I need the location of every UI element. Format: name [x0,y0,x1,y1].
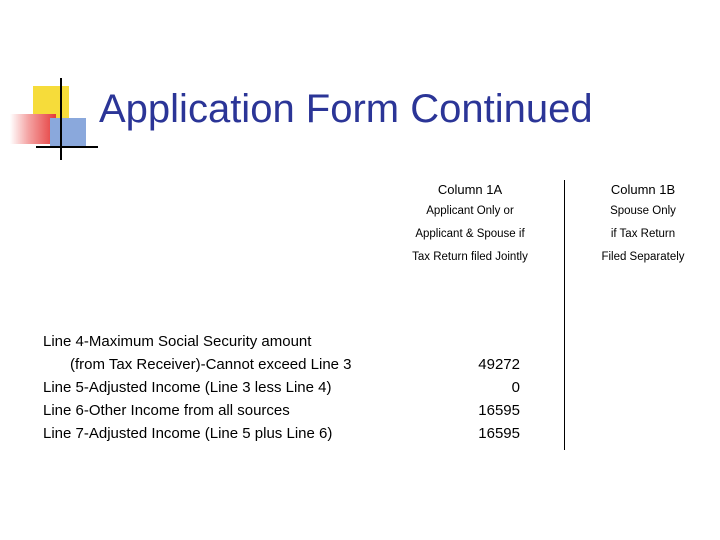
logo-horizontal-line [36,146,98,148]
column-1b-subtitle-line: Filed Separately [601,251,685,263]
logo-blue-square [50,118,86,148]
column-1a-subtitle-line: Applicant & Spouse if [415,228,525,240]
line-item-5: Line 5-Adjusted Income (Line 3 less Line 4) [43,379,332,396]
column-1a-subtitle-line: Tax Return filed Jointly [412,251,528,263]
column-1b-subtitle-line: Spouse Only [610,205,676,217]
value-line-7: 16595 [478,425,520,442]
line-items [43,330,352,445]
slide-title: Application Form Continued [99,87,593,131]
value-line-4: 49272 [478,356,520,373]
line-item-6: Line 6-Other Income from all sources [43,402,290,419]
line-item-4-continued: (from Tax Receiver)-Cannot exceed Line 3 [70,356,352,373]
column-1a-header: Column 1A [437,182,503,197]
line-item-7: Line 7-Adjusted Income (Line 5 plus Line 6) [43,425,333,442]
decorative-logo [0,0,100,170]
line-item-4: Line 4-Maximum Social Security amount [43,333,312,350]
column-divider [564,180,565,450]
column-1a-values [440,353,520,445]
column-1a-subtitle-line: Applicant Only or [426,205,514,217]
value-line-5: 0 [511,379,520,396]
column-1b-subtitle-line: if Tax Return [610,228,676,240]
value-line-6: 16595 [478,402,520,419]
column-1b-header: Column 1B [610,182,676,197]
